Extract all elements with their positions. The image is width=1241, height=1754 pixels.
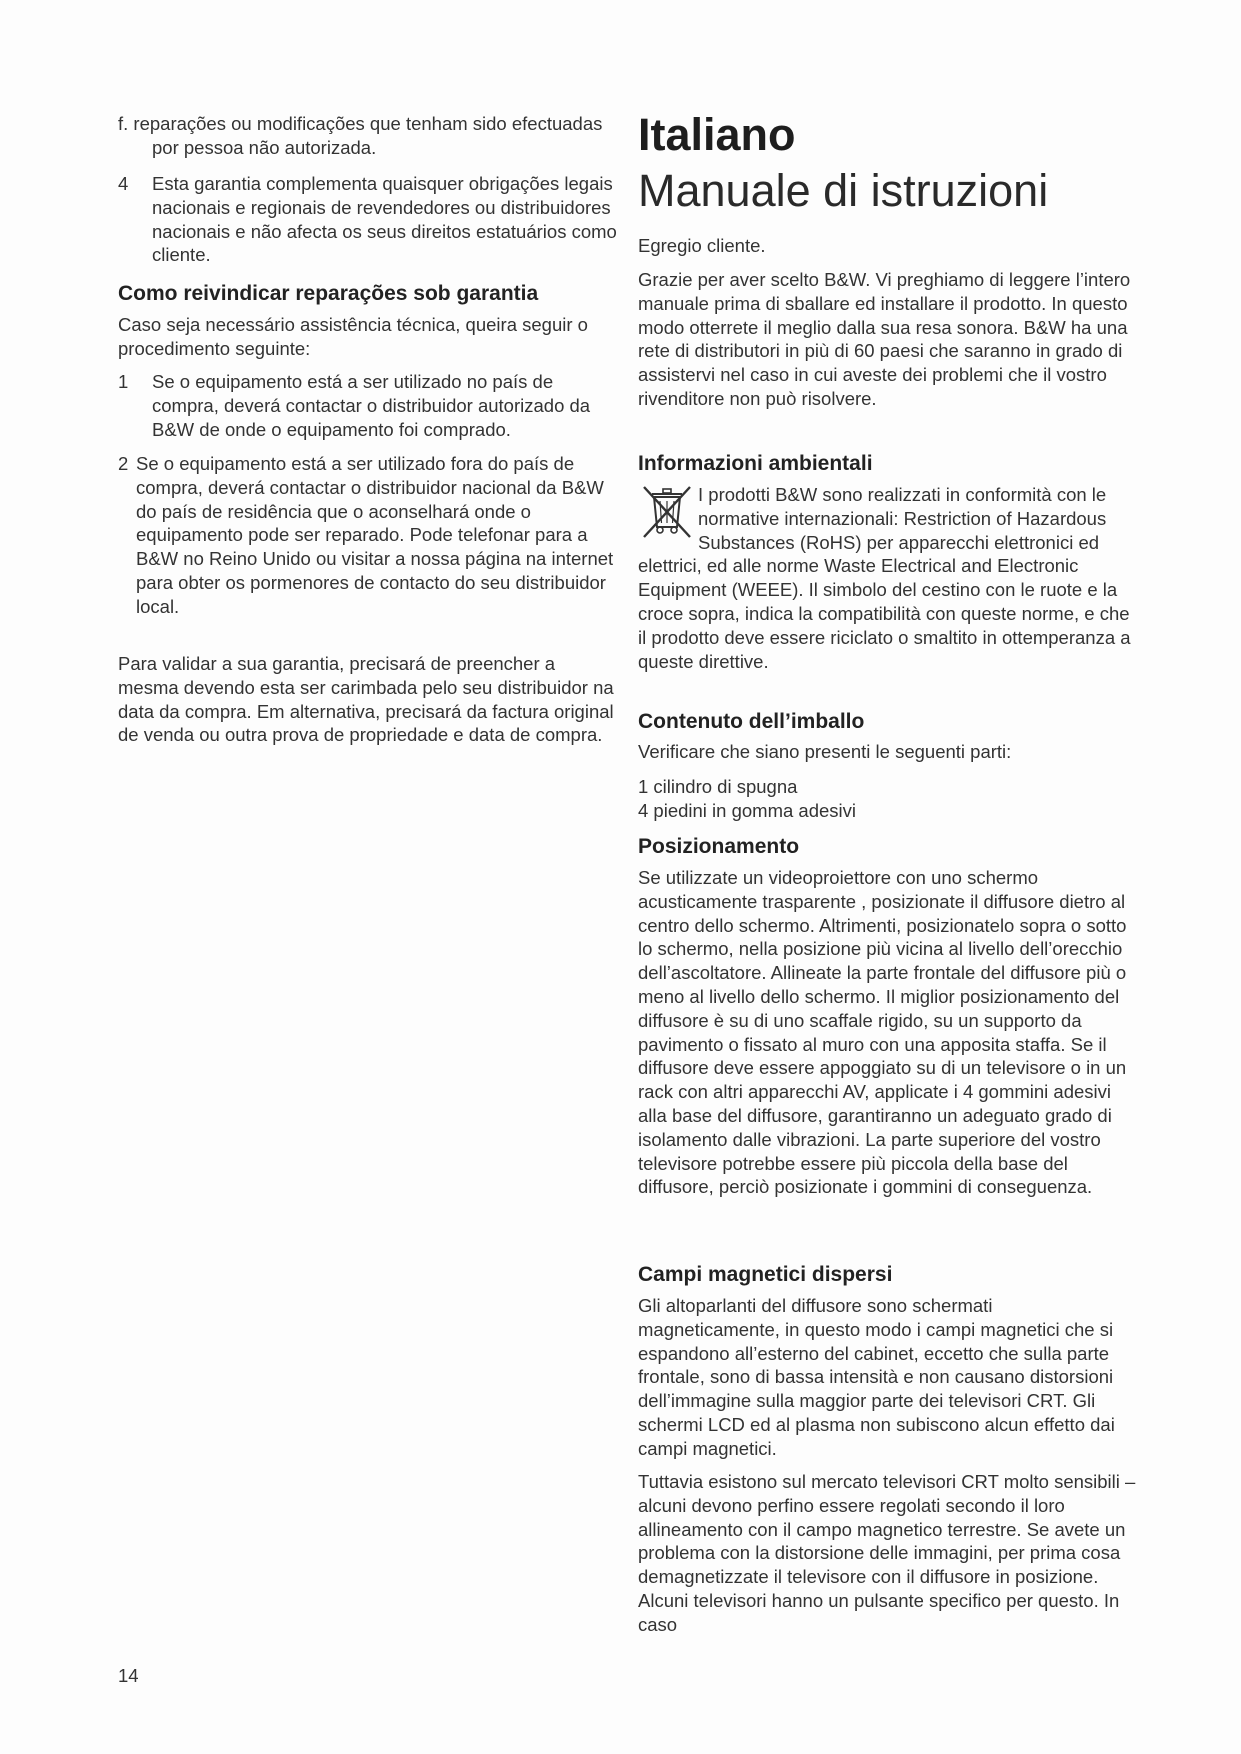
- positioning-text: Se utilizzate un videoproiettore con uno schermo acusticamente trasparente , posizionate il diffusore dietro al centro dello schermo. Altrimenti, posizionatelo sopra o sotto lo schermo, nella posizione più vicina al livello dell’orecchio dell’ascoltatore. Allineate la parte frontale del diffusore più o meno al livello dello schermo. Il miglior posizionamento del diffusore è su di uno scaffale rigido, su un supporto da pavimento o fissato al muro con una apposita staffa. Se il diffusore deve essere appoggiato su di un televisore o in un rack con altri apparecchi AV, applicate i 4 gommini adesivi alla base del diffusore, garantiranno un adeguato grado di isolamento dalle vibrazioni. La parte superiore del vostro televisore potrebbe essere più piccola della base del diffusore, perciò posizionate i gommini di conseguenza.: [638, 867, 1127, 1198]
- claim-heading: Como reivindicar reparações sob garantia: [118, 282, 539, 305]
- warranty-item-f-text: f. reparações ou modificações que tenham sido efectuadas por pessoa não autorizada.: [118, 113, 603, 158]
- contents-intro: [638, 740, 1138, 764]
- claim-item-1-text: Se o equipamento está a ser utilizado no país de compra, deverá contactar o distribuidor autorizado da B&W de onde o equipamento foi comprado.: [152, 371, 591, 440]
- validate-paragraph: [118, 652, 618, 747]
- warranty-item-4-text: Esta garantia complementa quaisquer obrigações legais nacionais e regionais de revendedores ou distribuidores nacionais e não afecta os seus direitos estatuários como cliente.: [152, 173, 617, 266]
- magnetic-heading: Campi magnetici dispersi: [638, 1263, 893, 1286]
- claim-item-1-number: 1: [118, 371, 129, 392]
- greeting: [638, 234, 1138, 258]
- claim-intro-text: Caso seja necessário assistência técnica, queira seguir o procedimento seguinte:: [118, 314, 588, 359]
- contents-heading: Contenuto dell’imballo: [638, 710, 865, 733]
- contents-intro-text: Verificare che siano presenti le seguenti parti:: [638, 741, 1012, 762]
- list-item: 4 piedini in gomma adesivi: [638, 799, 857, 821]
- intro-text: Grazie per aver scelto B&W. Vi preghiamo di leggere l’intero manuale prima di sballare ed installare il prodotto. In questo modo otterrete il meglio dalla sua resa sonora. B&W ha una rete di distributori in più di 60 paesi che saranno in grado di assistervi nel caso in cui aveste dei problemi che il vostro rivenditore non può risolvere.: [638, 269, 1131, 409]
- magnetic-text-2: Tuttavia esistono sul mercato televisori CRT molto sensibili – alcuni devono perfino essere regolati secondo il loro allineamento con il campo magnetico terrestre. Se avete un problema con la distorsione delle immagini, per prima cosa demagnetizzate il televisore con il diffusore in posizione. Alcuni televisori hanno un pulsante specifico per questo. In caso: [638, 1471, 1136, 1635]
- env-heading: Informazioni ambientali: [638, 452, 873, 475]
- env-section: [638, 483, 1138, 673]
- manual-title: Manuale di istruzioni: [638, 165, 1049, 216]
- claim-item-1: [118, 370, 618, 441]
- claim-item-2-text: Se o equipamento está a ser utilizado fora do país de compra, deverá contactar o distribuidor nacional da B&W do país de residência que o aconselhará onde o equipamento pode ser reparado. Pode telefonar para a B&W no Reino Unido ou visitar a nossa página na internet para obter os pormenores de contacto do seu distribuidor local.: [136, 453, 614, 617]
- env-text: I prodotti B&W sono realizzati in conformità con le normative internazionali: Restriction of Hazardous Substances (RoHS) per apparecchi elettronici ed elettrici, ed alle norme Waste Electrical and Electronic Equipment (WEEE). Il simbolo del cestino con le ruote e la croce sopra, indica la compatibilità con queste norme, e che il prodotto deve essere riciclato o smaltito in ottemperanza a queste direttive.: [638, 484, 1131, 672]
- positioning-heading: Posizionamento: [638, 835, 800, 858]
- intro-paragraph: [638, 268, 1138, 411]
- warranty-item-4-number: 4: [118, 173, 129, 194]
- magnetic-paragraph-1: [638, 1294, 1138, 1461]
- warranty-item-f: [118, 112, 618, 160]
- magnetic-paragraph-2: [638, 1470, 1138, 1637]
- contents-list: [638, 775, 1138, 823]
- weee-bin-icon: [638, 483, 696, 541]
- magnetic-text-1: Gli altoparlanti del diffusore sono schermati magneticamente, in questo modo i campi magnetici che si espandono all’esterno del cabinet, eccetto che sulla parte frontale, sono di bassa intensità e non causano distorsioni dell’immagine sulla maggior parte dei televisori CRT. Gli schermi LCD ed al plasma non subiscono alcun effetto dai campi magnetici.: [638, 1295, 1115, 1459]
- language-title: Italiano: [638, 109, 796, 160]
- positioning-paragraph: [638, 866, 1138, 1199]
- validate-text: Para validar a sua garantia, precisará de preencher a mesma devendo esta ser carimbada pelo seu distribuidor na data da compra. Em alternativa, precisará da factura original de venda ou outra prova de propriedade e data de compra.: [118, 653, 614, 746]
- list-item: 1 cilindro di spugna: [638, 776, 798, 797]
- claim-intro: [118, 313, 618, 361]
- greeting-text: Egregio cliente.: [638, 235, 766, 256]
- claim-item-2: [118, 452, 618, 619]
- claim-item-2-number: 2: [118, 453, 129, 474]
- page-number: 14: [118, 1665, 139, 1686]
- warranty-item-4: [118, 172, 618, 267]
